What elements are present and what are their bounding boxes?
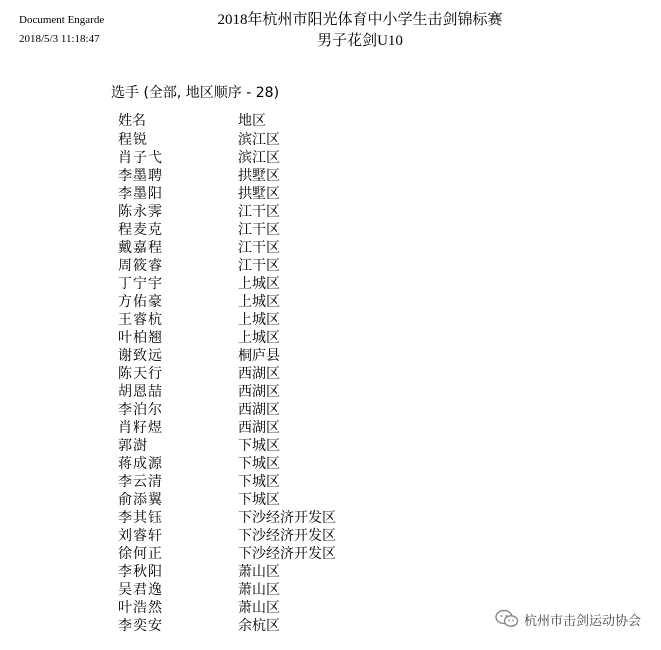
athlete-region: 江干区: [238, 240, 280, 256]
list-item: [0, 257, 661, 275]
event-subtitle: 男子花剑U10: [317, 33, 403, 49]
athlete-list: [0, 131, 661, 635]
athlete-name: 李秋阳: [118, 564, 163, 580]
app-name: Document Engarde: [19, 14, 105, 26]
list-item: [0, 383, 661, 401]
athlete-name: 李墨阳: [118, 186, 163, 202]
athlete-name: 肖籽煜: [118, 420, 163, 436]
athlete-name: 程锐: [118, 132, 148, 148]
athlete-name: 李云清: [118, 474, 163, 490]
athlete-region: 西湖区: [238, 366, 280, 382]
athlete-region: 滨江区: [238, 132, 280, 148]
athlete-name: 蒋成源: [118, 456, 163, 472]
athlete-name: 肖子弋: [118, 150, 163, 166]
athlete-region: 江干区: [238, 222, 280, 238]
athlete-region: 西湖区: [238, 420, 280, 436]
athlete-region: 余杭区: [238, 618, 280, 634]
athlete-region: 拱墅区: [238, 186, 280, 202]
list-item: [0, 419, 661, 437]
list-item: [0, 401, 661, 419]
list-item: [0, 293, 661, 311]
page-title: 2018年杭州市阳光体育中小学生击剑锦标赛: [217, 12, 503, 28]
athlete-name: 李奕安: [118, 618, 163, 634]
athlete-name: 丁宁宇: [118, 276, 163, 292]
athlete-region: 滨江区: [238, 150, 280, 166]
list-item: [0, 347, 661, 365]
list-item: [0, 545, 661, 563]
list-item: [0, 311, 661, 329]
athlete-region: 西湖区: [238, 402, 280, 418]
athlete-name: 李其钰: [118, 510, 163, 526]
list-item: [0, 131, 661, 149]
list-item: [0, 203, 661, 221]
athlete-region: 西湖区: [238, 384, 280, 400]
list-item: [0, 509, 661, 527]
list-item: [0, 437, 661, 455]
athlete-name: 刘睿轩: [118, 528, 163, 544]
athlete-name: 吴君逸: [118, 582, 163, 598]
athlete-region: 下城区: [238, 474, 280, 490]
athlete-name: 王睿杭: [118, 312, 163, 328]
athlete-name: 徐何正: [118, 546, 163, 562]
list-item: [0, 455, 661, 473]
print-datetime: 2018/5/3 11:18:47: [19, 33, 100, 45]
athlete-region: 桐庐县: [238, 348, 280, 364]
athlete-region: 江干区: [238, 258, 280, 274]
athlete-region: 上城区: [238, 276, 280, 292]
list-item: [0, 563, 661, 581]
list-item: [0, 239, 661, 257]
athlete-region: 下城区: [238, 438, 280, 454]
list-item: [0, 491, 661, 509]
list-item: [0, 149, 661, 167]
athlete-region: 下城区: [238, 492, 280, 508]
athlete-name: 李泊尔: [118, 402, 163, 418]
column-header-name: 姓名: [118, 113, 146, 129]
athlete-name: 程麦克: [118, 222, 163, 238]
list-item: [0, 167, 661, 185]
list-item: [0, 275, 661, 293]
athlete-name: 陈天行: [118, 366, 163, 382]
title-block: [170, 10, 550, 51]
watermark-text: 杭州市击剑运动协会: [523, 613, 641, 629]
watermark: [495, 609, 641, 629]
athlete-name: 方佑豪: [118, 294, 163, 310]
list-item: [0, 329, 661, 347]
athlete-region: 上城区: [238, 294, 280, 310]
list-heading: 选手 (全部, 地区顺序 - 28): [111, 85, 280, 101]
athlete-region: 下沙经济开发区: [238, 510, 336, 526]
list-item: [0, 473, 661, 491]
athlete-name: 叶柏翘: [118, 330, 163, 346]
athlete-region: 拱墅区: [238, 168, 280, 184]
athlete-region: 上城区: [238, 330, 280, 346]
athlete-name: 李墨聘: [118, 168, 163, 184]
athlete-region: 萧山区: [238, 600, 280, 616]
athlete-region: 上城区: [238, 312, 280, 328]
athlete-name: 叶浩然: [118, 600, 163, 616]
column-header-region: 地区: [238, 113, 266, 129]
athlete-region: 江干区: [238, 204, 280, 220]
athlete-region: 萧山区: [238, 582, 280, 598]
wechat-icon: [495, 609, 519, 629]
athlete-region: 下沙经济开发区: [238, 546, 336, 562]
list-item: [0, 581, 661, 599]
list-item: [0, 221, 661, 239]
list-item: [0, 185, 661, 203]
athlete-name: 周筱睿: [118, 258, 163, 274]
athlete-name: 俞添翼: [118, 492, 163, 508]
athlete-name: 陈永霁: [118, 204, 163, 220]
athlete-region: 下城区: [238, 456, 280, 472]
list-item: [0, 365, 661, 383]
athlete-name: 胡恩喆: [118, 384, 163, 400]
list-item: [0, 527, 661, 545]
athlete-region: 下沙经济开发区: [238, 528, 336, 544]
athlete-region: 萧山区: [238, 564, 280, 580]
athlete-name: 谢致远: [118, 348, 163, 364]
athlete-name: 戴嘉程: [118, 240, 163, 256]
athlete-name: 郭澍: [118, 438, 148, 454]
